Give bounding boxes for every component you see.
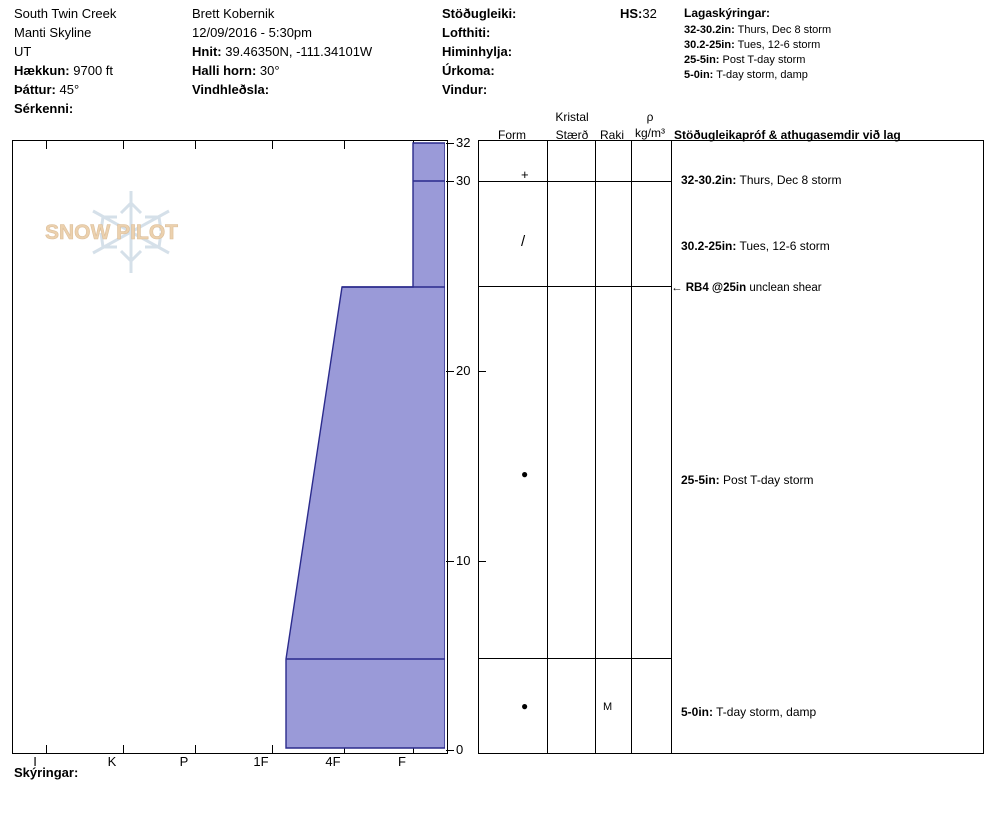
- notes-entry-layer-1-range: 32-30.2in:: [681, 173, 737, 187]
- header-layer-notes-column: [684, 4, 984, 83]
- layer-note-1-text: Thurs, Dec 8 storm: [737, 24, 832, 36]
- aspect-row: [14, 80, 194, 99]
- wind-loading-row: [192, 80, 442, 99]
- shear-arrow-icon: ←: [671, 282, 683, 294]
- hs-label: HS:: [620, 6, 643, 21]
- wind-label: Vindur:: [442, 82, 488, 97]
- slope-angle-value: 30°: [259, 63, 280, 78]
- coordinates-row: [192, 42, 442, 61]
- grain-tick-30: [479, 181, 486, 182]
- layer-note-3-range: 25-5in:: [684, 54, 720, 66]
- observation-datetime: 12/09/2016 - 5:30pm: [192, 25, 312, 40]
- mountain-range: Manti Skyline: [14, 25, 92, 40]
- total-snow-height: [620, 4, 657, 23]
- wetness-symbol-layer-4: M: [603, 701, 613, 713]
- state: UT: [14, 44, 32, 59]
- legend-label: Skýringar:: [14, 765, 79, 780]
- hardness-label-K: K: [107, 754, 117, 769]
- hardness-label-4F: 4F: [325, 754, 341, 769]
- depth-label-10: 10: [456, 553, 471, 568]
- layer-note-2: [684, 38, 984, 53]
- depth-tick-0: [446, 750, 454, 751]
- stability-notes-header: Stöðugleikapróf & athugasemdir við lag: [674, 128, 901, 142]
- elevation-label: Hækkun:: [14, 63, 70, 78]
- size-header-label: Stærð: [555, 128, 589, 142]
- grain-table-header: [478, 110, 988, 140]
- notes-entry-layer-2-text: Tues, 12-6 storm: [739, 239, 830, 253]
- plot-inner: [13, 141, 447, 753]
- site-name: South Twin Creek: [14, 6, 117, 21]
- notes-entry-layer-4-range: 5-0in:: [681, 705, 714, 719]
- layer-note-4-text: T-day storm, damp: [716, 69, 808, 81]
- grain-tick-10: [479, 561, 486, 562]
- snow-hardness-polygon: [286, 143, 445, 748]
- aspect-value: 45°: [59, 82, 80, 97]
- notes-entry-layer-3-text: Post T-day storm: [723, 473, 814, 487]
- notes-entry-layer-1-text: Thurs, Dec 8 storm: [739, 173, 842, 187]
- hardness-label-I: I: [33, 754, 37, 769]
- depth-tick-32: [446, 143, 454, 144]
- grain-layer-line-30in: [479, 181, 671, 182]
- depth-label-20: 20: [456, 363, 471, 378]
- coordinates-label: Hnit:: [192, 44, 222, 59]
- grain-layer-line-5in: [479, 658, 671, 659]
- crystal-header-label: Kristal: [555, 110, 589, 124]
- grain-and-notes-table[interactable]: [478, 140, 984, 754]
- form-header-label: Form: [498, 128, 526, 142]
- stability-test-result[interactable]: [671, 282, 822, 294]
- depth-tick-20: [446, 371, 454, 372]
- layer-note-4: [684, 68, 984, 83]
- observer-name: Brett Kobernik: [192, 6, 275, 21]
- notes-entry-layer-2: [681, 239, 830, 253]
- air-temp-label: Lofthiti:: [442, 25, 491, 40]
- wind-loading-label: Vindhleðsla:: [192, 82, 270, 97]
- depth-label-32: 32: [456, 135, 471, 150]
- notes-entry-layer-4-text: T-day storm, damp: [716, 705, 817, 719]
- density-column: [631, 141, 672, 753]
- hardness-label-F: F: [398, 754, 406, 769]
- notes-entry-layer-2-range: 30.2-25in:: [681, 239, 737, 253]
- density-symbol-header: ρ: [646, 110, 654, 124]
- layer-note-2-text: Tues, 12-6 storm: [737, 39, 821, 51]
- code-label: Sérkenni:: [14, 101, 74, 116]
- depth-tick-10: [446, 561, 454, 562]
- shear-test-result-text: unclean shear: [749, 282, 822, 294]
- wetness-header-label: Raki: [599, 128, 624, 142]
- slope-angle-row: [192, 61, 442, 80]
- density-units-header: kg/m³: [635, 126, 665, 140]
- grain-tick-20: [479, 371, 486, 372]
- sky-cover-row: [442, 42, 682, 61]
- layer-note-2-range: 30.2-25in:: [684, 39, 735, 51]
- snow-profile-plot[interactable]: [12, 140, 448, 754]
- depth-tick-30: [446, 181, 454, 182]
- coordinates-value: 39.46350N, -111.34101W: [225, 44, 373, 59]
- precipitation-label: Úrkoma:: [442, 63, 495, 78]
- grain-form-symbol-layer-3: ●: [521, 467, 529, 481]
- precipitation-row: [442, 61, 682, 80]
- layer-note-3: [684, 53, 984, 68]
- hardness-label-1F: 1F: [253, 754, 269, 769]
- hardness-label-P: P: [179, 754, 189, 769]
- stability-label: Stöðugleiki:: [442, 6, 517, 21]
- layer-note-1-range: 32-30.2in:: [684, 24, 735, 36]
- layer-note-4-range: 5-0in:: [684, 69, 714, 81]
- code-row: [14, 99, 194, 118]
- elevation-row: [14, 61, 194, 80]
- sky-cover-label: Himinhylja:: [442, 44, 513, 59]
- wind-row: [442, 80, 682, 99]
- aspect-label: Þáttur:: [14, 82, 56, 97]
- depth-axis: [446, 135, 476, 757]
- shear-test-label: RB4 @25in: [685, 282, 747, 294]
- header-location-column: [14, 4, 194, 118]
- depth-label-30: 30: [456, 173, 471, 188]
- elevation-value: 9700 ft: [73, 63, 114, 78]
- hs-value: 32: [642, 6, 657, 21]
- grain-form-symbol-layer-4: ●: [521, 699, 529, 713]
- notes-entry-layer-4: [681, 705, 816, 719]
- grain-form-column: [479, 141, 548, 753]
- hardness-profile-area: [13, 141, 445, 751]
- layer-note-1: [684, 23, 984, 38]
- grain-size-column: [547, 141, 596, 753]
- wetness-column: [595, 141, 632, 753]
- slope-angle-label: Halli horn:: [192, 63, 257, 78]
- notes-column: [671, 141, 983, 753]
- watermark-text: SNOW PILOT: [45, 221, 178, 244]
- header-observer-column: [192, 4, 442, 99]
- air-temp-row: [442, 23, 682, 42]
- profile-header: [0, 0, 994, 120]
- notes-entry-layer-1: [681, 173, 842, 187]
- grain-layer-line-25in: [479, 286, 671, 287]
- depth-label-0: 0: [456, 742, 464, 757]
- notes-entry-layer-3: [681, 473, 814, 487]
- notes-entry-layer-3-range: 25-5in:: [681, 473, 720, 487]
- grain-form-symbol-layer-2: /: [521, 233, 526, 250]
- layer-notes-title: Lagaskýringar:: [684, 6, 771, 20]
- grain-form-symbol-layer-1: +: [521, 167, 529, 182]
- layer-note-3-text: Post T-day storm: [722, 54, 806, 66]
